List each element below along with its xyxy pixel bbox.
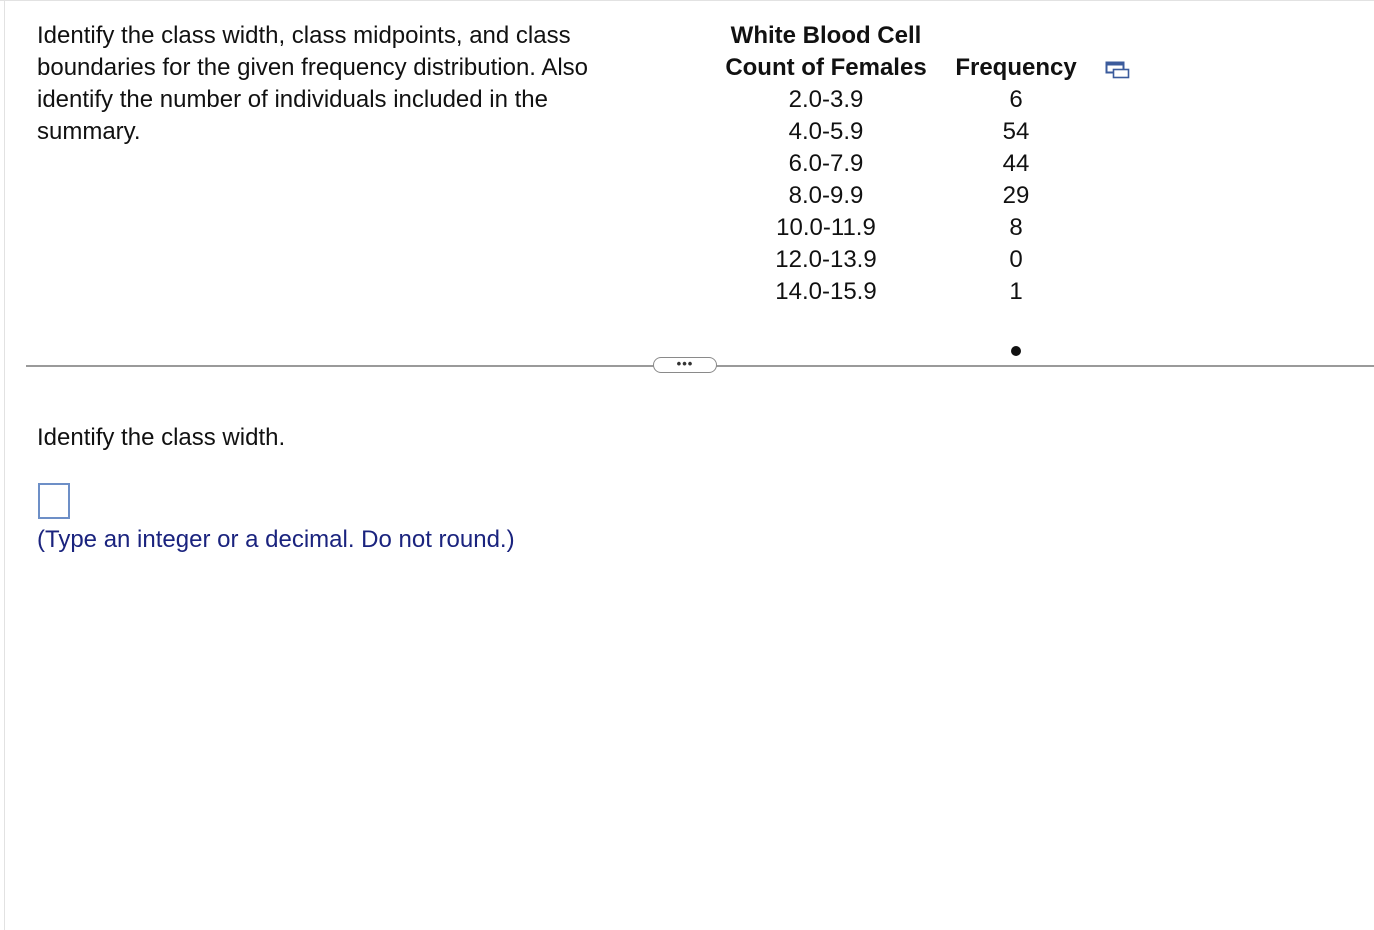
- question-text: Identify the class width, class midpoints, and class boundaries for the given frequency distribution. Also identify the number of individuals included in the summary.: [37, 22, 589, 145]
- frequency-cell: 0: [1009, 246, 1023, 273]
- class-cell: 8.0-9.9: [788, 182, 864, 209]
- class-cell: 12.0-13.9: [775, 246, 877, 273]
- table-row: [706, 212, 1086, 244]
- bullet-dot: [1011, 346, 1021, 356]
- table-row: [706, 116, 1086, 148]
- header-class-line1: White Blood Cell: [730, 22, 922, 49]
- class-cell: 10.0-11.9: [776, 214, 876, 241]
- input-hint: (Type an integer or a decimal. Do not round.): [37, 526, 515, 553]
- header-class-line2: Count of Females: [725, 54, 927, 81]
- table-row: [706, 244, 1086, 276]
- class-cell: 6.0-7.9: [788, 150, 864, 177]
- frequency-cell: 29: [1002, 182, 1030, 209]
- class-cell: 4.0-5.9: [788, 118, 864, 145]
- table-row: [706, 180, 1086, 212]
- table-row: [706, 148, 1086, 180]
- frequency-cell: 1: [1009, 278, 1023, 305]
- frequency-cell: 54: [1002, 118, 1030, 145]
- frequency-cell: 8: [1009, 214, 1023, 241]
- expand-more-button[interactable]: •••: [653, 357, 717, 373]
- class-width-input[interactable]: [38, 483, 70, 519]
- table-header-class: [706, 20, 946, 84]
- class-cell: 2.0-3.9: [788, 86, 864, 113]
- frequency-cell: 44: [1002, 150, 1030, 177]
- table-row: [706, 276, 1086, 308]
- prompt-text: Identify the class width.: [37, 424, 286, 451]
- table-header-frequency: Frequency: [955, 54, 1077, 81]
- top-border: [0, 0, 1374, 1]
- frequency-table: [706, 20, 1086, 308]
- frequency-cell: 6: [1009, 86, 1023, 113]
- class-cell: 14.0-15.9: [775, 278, 877, 305]
- copy-icon[interactable]: [1105, 61, 1131, 79]
- left-border: [4, 0, 5, 930]
- table-row: [706, 84, 1086, 116]
